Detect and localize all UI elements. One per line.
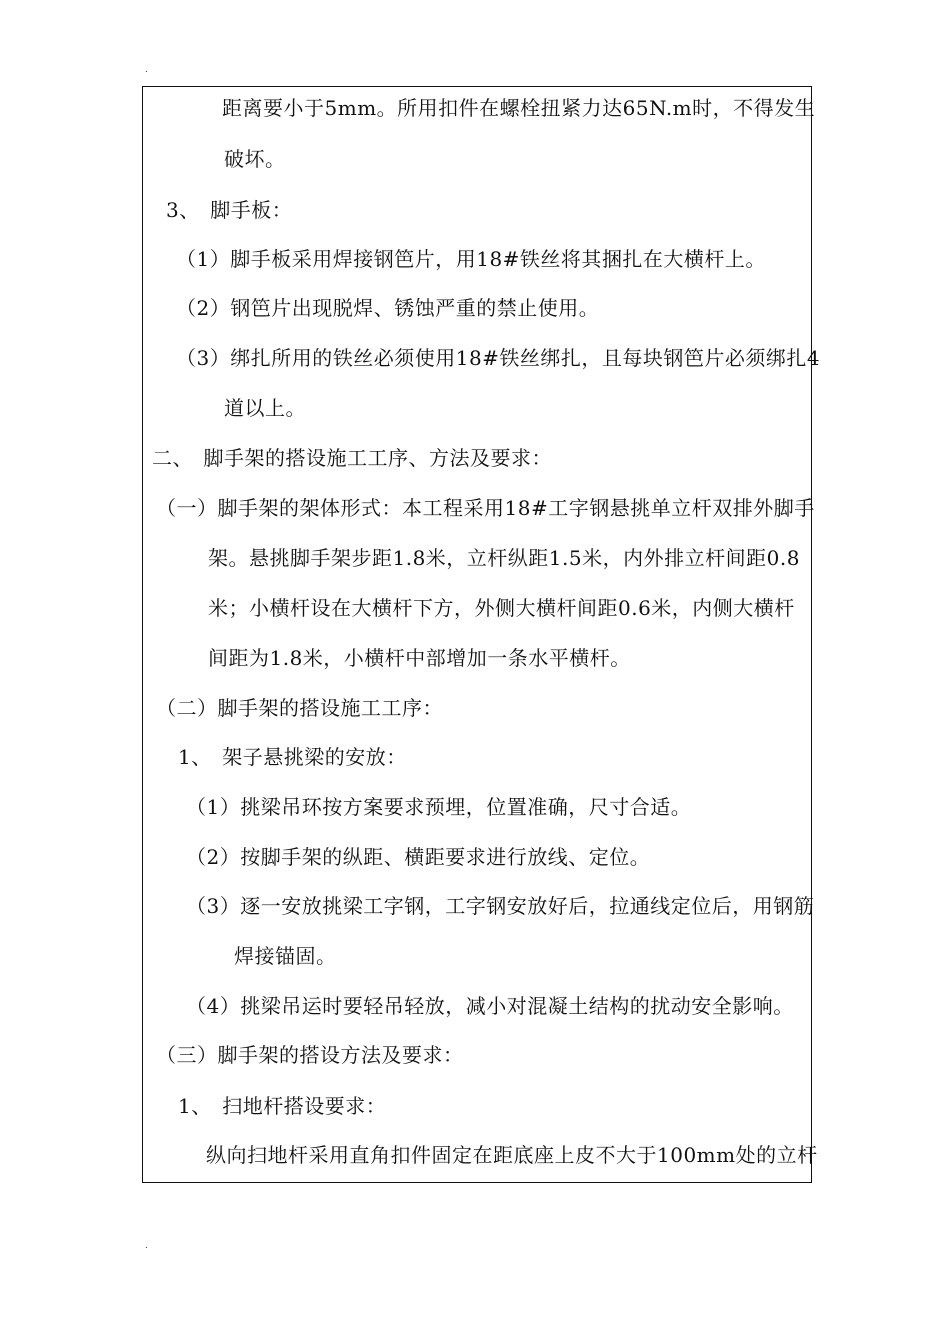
text-line-4: （1）脚手板采用焊接钢笆片，用18#铁丝将其捆扎在大横杆上。: [176, 247, 766, 271]
text-line-18: 焊接锚固。: [234, 944, 337, 968]
text-line-11: 米；小横杆设在大横杆下方，外侧大横杆间距0.6米，内侧大横杆: [208, 596, 795, 620]
text-line-2: 破坏。: [224, 147, 286, 171]
page-top-dot: .: [145, 64, 148, 75]
text-line-15: （1）挑梁吊环按方案要求预埋，位置准确，尺寸合适。: [186, 795, 692, 819]
text-line-9: （一）脚手架的架体形式：本工程采用18#工字钢悬挑单立杆双排外脚手: [156, 496, 815, 520]
text-line-12: 间距为1.8米，小横杆中部增加一条水平横杆。: [208, 646, 631, 670]
text-line-10: 架。悬挑脚手架步距1.8米，立杆纵距1.5米，内外排立杆间距0.8: [208, 546, 800, 570]
text-line-1: 距离要小于5mm。所用扣件在螺栓扭紧力达65N.m时，不得发生: [222, 96, 816, 120]
page-bottom-dot: .: [145, 1240, 148, 1251]
text-line-22: 纵向扫地杆采用直角扣件固定在距底座上皮不大于100mm处的立杆: [206, 1143, 818, 1167]
section-heading-two: 二、 脚手架的搭设施工工序、方法及要求：: [152, 446, 552, 470]
text-line-16: （2）按脚手架的纵距、横距要求进行放线、定位。: [186, 845, 651, 869]
text-line-14: 1、 架子悬挑梁的安放：: [178, 745, 407, 769]
text-line-21: 1、 扫地杆搭设要求：: [178, 1094, 387, 1118]
text-line-7: 道以上。: [224, 396, 306, 420]
text-line-6: （3）绑扎所用的铁丝必须使用18#铁丝绑扎，且每块钢笆片必须绑扎4: [176, 346, 821, 370]
subsection-heading-three: （三）脚手架的搭设方法及要求：: [156, 1043, 464, 1067]
text-line-19: （4）挑梁吊运时要轻吊轻放，减小对混凝土结构的扰动安全影响。: [186, 994, 794, 1018]
text-line-17: （3）逐一安放挑梁工字钢，工字钢安放好后，拉通线定位后，用钢筋: [186, 894, 815, 918]
subsection-heading-two: （二）脚手架的搭设施工工序：: [156, 696, 443, 720]
text-line-5: （2）钢笆片出现脱焊、锈蚀严重的禁止使用。: [176, 296, 600, 320]
section-heading-scaffold-board: 3、 脚手板：: [166, 198, 293, 222]
